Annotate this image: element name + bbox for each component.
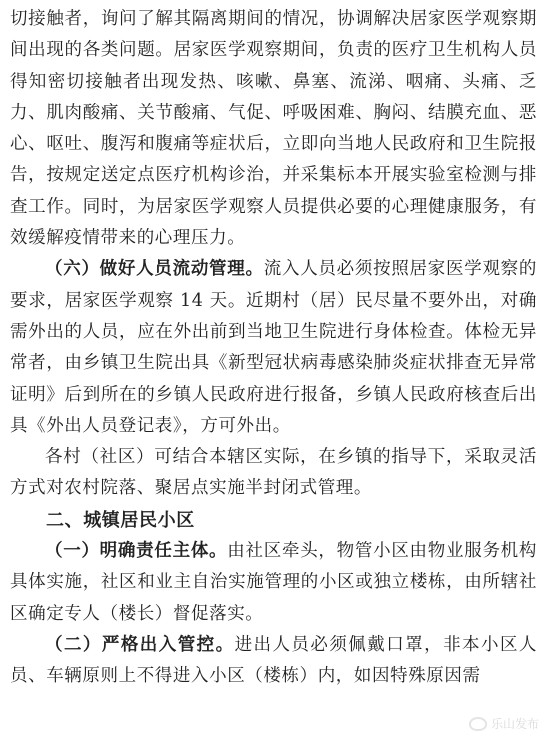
paragraph-access-control bbox=[10, 630, 537, 693]
paragraph-responsibility bbox=[10, 536, 537, 630]
paragraph-body-one: 由社区牵头，物管小区由物业服务机构具体实施，社区和业主自治实施管理的小区或独立楼栋，由所辖社区确定专人（楼长）督促落实。 bbox=[10, 541, 538, 624]
paragraph-lead-six: （六）做好人员流动管理。 bbox=[45, 259, 264, 280]
paragraph-body-six: 流入人员必须按照居家医学观察的要求，居家医学观察 14 天。近期村（居）民尽量不要外出，对确需外出的人员，应在外出前到当地卫生院进行身体检查。体检无异常者，由乡镇卫生院出具《新型冠状病毒感染肺炎症状排查无异常证明》后到所在的乡镇人民政府进行报备，乡镇人民政府核查后出具《外出人员登记表》，方可外出。 bbox=[10, 259, 538, 436]
section-heading-urban-communities: 二、城镇居民小区 bbox=[46, 509, 195, 531]
paragraph-body-two: 进出人员必须佩戴口罩，非本小区人员、车辆原则上不得进入小区（楼栋）内，如因特殊原因需 bbox=[10, 634, 537, 687]
paragraph-lead-one: （一）明确责任主体。 bbox=[45, 541, 228, 562]
paragraph-lead-two: （二）严格出入管控。 bbox=[45, 634, 235, 655]
weibo-icon bbox=[469, 717, 487, 731]
watermark-text: 乐山发布 bbox=[490, 717, 539, 731]
paragraph-home-observation: 切接触者，询问了解其隔离期间的情况，协调解决居家医学观察期间出现的各类问题。居家医学观察期间，负责的医疗卫生机构人员得知密切接触者出现发热、咳嗽、鼻塞、流涕、咽痛、头痛、乏力、肌肉酸痛、关节酸痛、气促、呼吸困难、胸闷、结膜充血、恶心、呕吐、腹泻和腹痛等症状后，立即向当地人民政府和卫生院报告，按规定送定点医疗机构诊治，并采集标本开展实验室检测与排查工作。同时，为居家医学观察人员提供必要的心理健康服务，有效缓解疫情带来的心理压力。 bbox=[10, 9, 537, 249]
paragraph-population-flow bbox=[10, 254, 537, 442]
watermark bbox=[469, 717, 539, 731]
paragraph-village-management: 各村（社区）可结合本辖区实际，在乡镇的指导下，采取灵活方式对农村院落、聚居点实施半封闭式管理。 bbox=[10, 447, 537, 499]
